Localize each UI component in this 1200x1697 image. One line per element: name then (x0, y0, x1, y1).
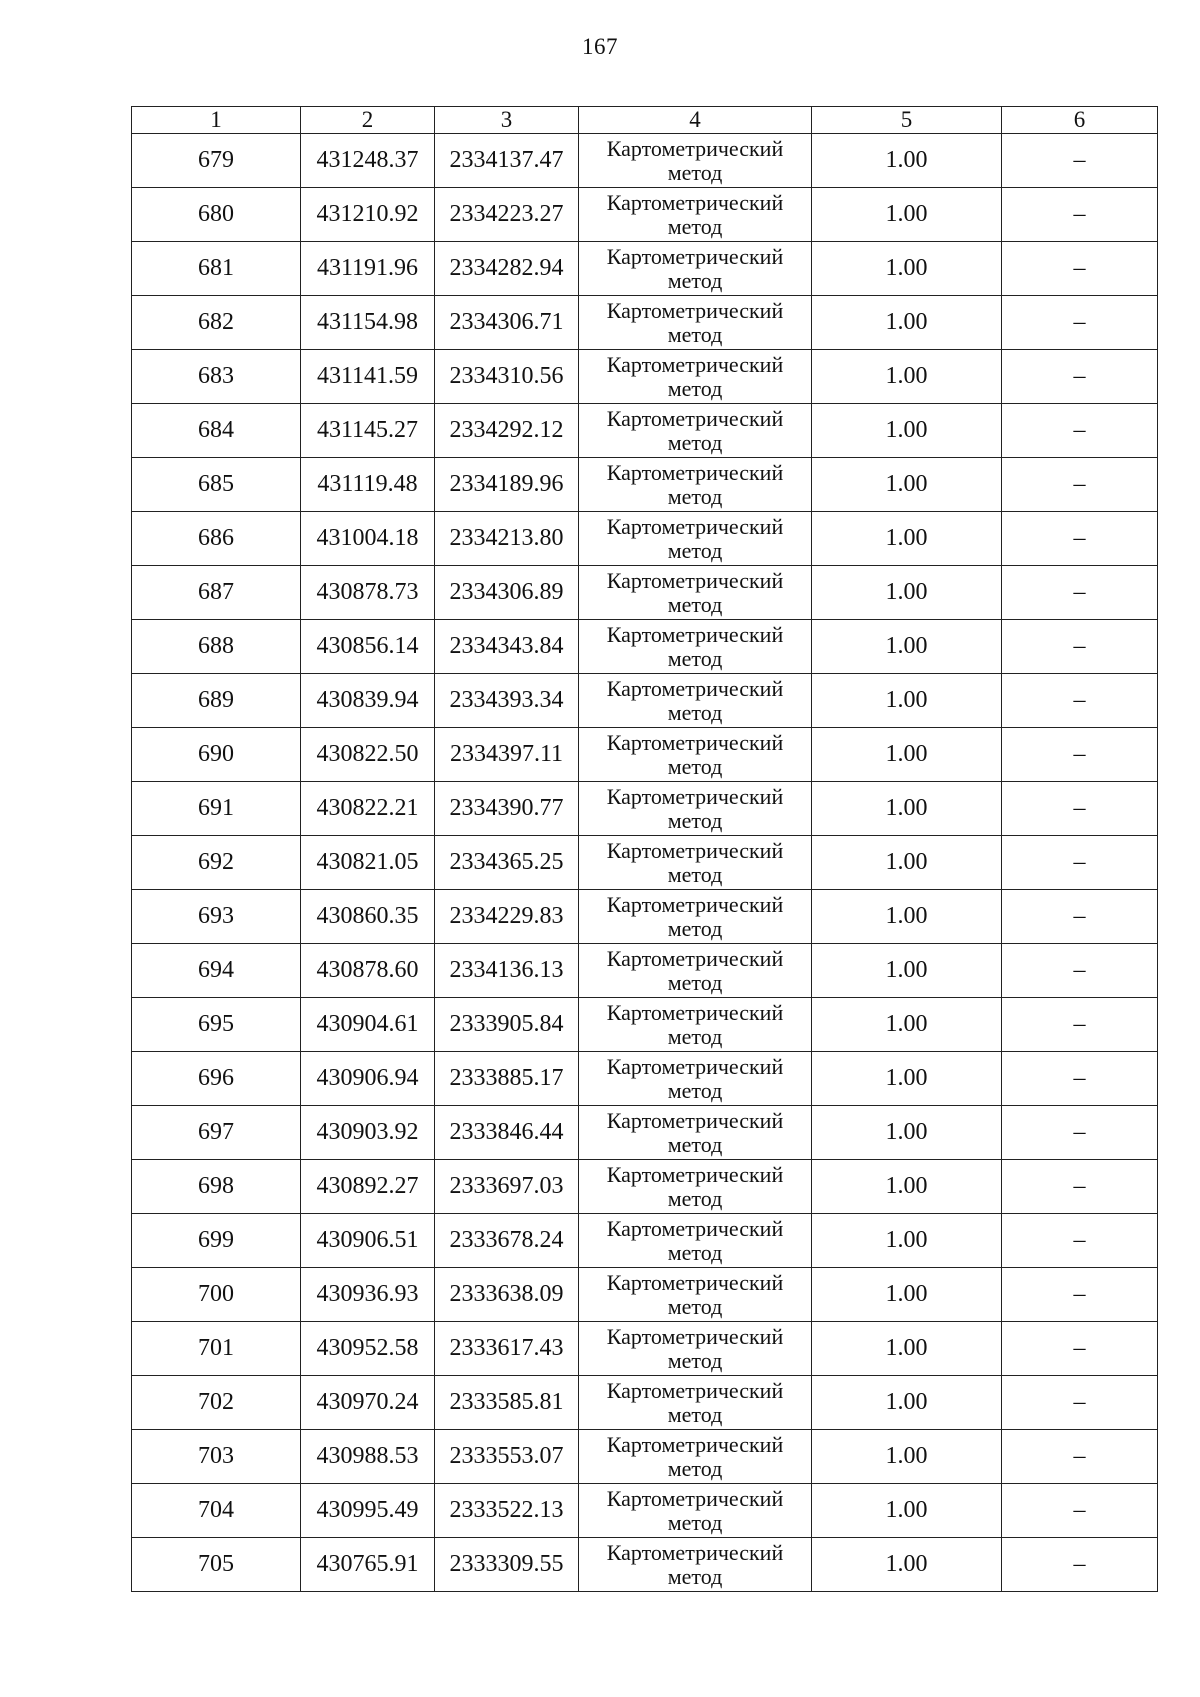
table-row (132, 512, 1158, 566)
note-cell: – (1002, 1052, 1158, 1106)
point-number-cell: 694 (132, 944, 301, 998)
x-coordinate-cell: 430906.51 (301, 1214, 435, 1268)
x-coordinate-cell: 430821.05 (301, 836, 435, 890)
column-header-1: 1 (132, 107, 301, 134)
table-row (132, 1538, 1158, 1592)
method-cell (579, 1268, 812, 1322)
note-cell: – (1002, 296, 1158, 350)
note-cell: – (1002, 1376, 1158, 1430)
note-cell: – (1002, 404, 1158, 458)
table-row (132, 620, 1158, 674)
x-coordinate-cell: 431248.37 (301, 134, 435, 188)
method-line-1: Картометрический (606, 1323, 784, 1349)
y-coordinate-cell: 2333522.13 (435, 1484, 579, 1538)
y-coordinate-cell: 2334365.25 (435, 836, 579, 890)
method-line-2: метод (667, 537, 723, 563)
method-line-2: метод (667, 1077, 723, 1103)
method-line-2: метод (667, 1563, 723, 1589)
method-line-1: Картометрический (606, 459, 784, 485)
point-number-cell: 686 (132, 512, 301, 566)
method-line-2: метод (667, 483, 723, 509)
method-line-1: Картометрический (606, 135, 784, 161)
accuracy-cell: 1.00 (812, 242, 1002, 296)
point-number-cell: 696 (132, 1052, 301, 1106)
y-coordinate-cell: 2334292.12 (435, 404, 579, 458)
x-coordinate-cell: 430904.61 (301, 998, 435, 1052)
method-cell (579, 566, 812, 620)
note-cell: – (1002, 620, 1158, 674)
table-row (132, 134, 1158, 188)
method-line-1: Картометрический (606, 567, 784, 593)
point-number-cell: 688 (132, 620, 301, 674)
method-line-2: метод (667, 699, 723, 725)
method-cell (579, 620, 812, 674)
y-coordinate-cell: 2334390.77 (435, 782, 579, 836)
accuracy-cell: 1.00 (812, 1430, 1002, 1484)
x-coordinate-cell: 430892.27 (301, 1160, 435, 1214)
method-cell (579, 242, 812, 296)
note-cell: – (1002, 1268, 1158, 1322)
x-coordinate-cell: 430765.91 (301, 1538, 435, 1592)
note-cell: – (1002, 998, 1158, 1052)
note-cell: – (1002, 674, 1158, 728)
accuracy-cell: 1.00 (812, 458, 1002, 512)
y-coordinate-cell: 2334393.34 (435, 674, 579, 728)
method-line-1: Картометрический (606, 621, 784, 647)
x-coordinate-cell: 430822.21 (301, 782, 435, 836)
method-line-2: метод (667, 321, 723, 347)
accuracy-cell: 1.00 (812, 1268, 1002, 1322)
accuracy-cell: 1.00 (812, 1484, 1002, 1538)
y-coordinate-cell: 2334137.47 (435, 134, 579, 188)
table-row (132, 1484, 1158, 1538)
note-cell: – (1002, 1160, 1158, 1214)
x-coordinate-cell: 431154.98 (301, 296, 435, 350)
y-coordinate-cell: 2334343.84 (435, 620, 579, 674)
method-line-2: метод (667, 969, 723, 995)
point-number-cell: 684 (132, 404, 301, 458)
method-cell (579, 188, 812, 242)
method-cell (579, 1376, 812, 1430)
method-line-1: Картометрический (606, 837, 784, 863)
accuracy-cell: 1.00 (812, 998, 1002, 1052)
method-cell (579, 1484, 812, 1538)
accuracy-cell: 1.00 (812, 1538, 1002, 1592)
method-line-2: метод (667, 1347, 723, 1373)
method-line-1: Картометрический (606, 243, 784, 269)
table-row (132, 728, 1158, 782)
x-coordinate-cell: 430936.93 (301, 1268, 435, 1322)
method-line-1: Картометрический (606, 1269, 784, 1295)
table-row (132, 1322, 1158, 1376)
page-number: 167 (582, 34, 618, 59)
table-row (132, 1214, 1158, 1268)
point-number-cell: 700 (132, 1268, 301, 1322)
x-coordinate-cell: 430988.53 (301, 1430, 435, 1484)
note-cell: – (1002, 1538, 1158, 1592)
point-number-cell: 695 (132, 998, 301, 1052)
note-cell: – (1002, 1106, 1158, 1160)
note-cell: – (1002, 1214, 1158, 1268)
method-line-1: Картометрический (606, 891, 784, 917)
y-coordinate-cell: 2333697.03 (435, 1160, 579, 1214)
method-line-2: метод (667, 1401, 723, 1427)
method-line-1: Картометрический (606, 297, 784, 323)
method-line-2: метод (667, 807, 723, 833)
method-line-1: Картометрический (606, 945, 784, 971)
point-number-cell: 690 (132, 728, 301, 782)
note-cell: – (1002, 566, 1158, 620)
method-line-2: метод (667, 591, 723, 617)
y-coordinate-cell: 2333553.07 (435, 1430, 579, 1484)
method-cell (579, 1430, 812, 1484)
note-cell: – (1002, 458, 1158, 512)
accuracy-cell: 1.00 (812, 1052, 1002, 1106)
method-line-1: Картометрический (606, 351, 784, 377)
method-cell (579, 1160, 812, 1214)
y-coordinate-cell: 2333617.43 (435, 1322, 579, 1376)
point-number-cell: 699 (132, 1214, 301, 1268)
point-number-cell: 682 (132, 296, 301, 350)
table-row (132, 350, 1158, 404)
accuracy-cell: 1.00 (812, 1160, 1002, 1214)
x-coordinate-cell: 430860.35 (301, 890, 435, 944)
x-coordinate-cell: 430952.58 (301, 1322, 435, 1376)
y-coordinate-cell: 2334310.56 (435, 350, 579, 404)
method-cell (579, 836, 812, 890)
note-cell: – (1002, 188, 1158, 242)
y-coordinate-cell: 2333885.17 (435, 1052, 579, 1106)
method-cell (579, 998, 812, 1052)
x-coordinate-cell: 430878.73 (301, 566, 435, 620)
accuracy-cell: 1.00 (812, 188, 1002, 242)
table-body (132, 134, 1158, 1592)
method-cell (579, 944, 812, 998)
accuracy-cell: 1.00 (812, 728, 1002, 782)
y-coordinate-cell: 2334213.80 (435, 512, 579, 566)
method-line-1: Картометрический (606, 999, 784, 1025)
x-coordinate-cell: 430839.94 (301, 674, 435, 728)
method-line-2: метод (667, 1455, 723, 1481)
x-coordinate-cell: 430906.94 (301, 1052, 435, 1106)
method-cell (579, 296, 812, 350)
accuracy-cell: 1.00 (812, 1106, 1002, 1160)
note-cell: – (1002, 1322, 1158, 1376)
x-coordinate-cell: 430856.14 (301, 620, 435, 674)
column-header-3: 3 (435, 107, 579, 134)
method-line-2: метод (667, 753, 723, 779)
y-coordinate-cell: 2334397.11 (435, 728, 579, 782)
point-number-cell: 685 (132, 458, 301, 512)
point-number-cell: 698 (132, 1160, 301, 1214)
table-row (132, 404, 1158, 458)
point-number-cell: 681 (132, 242, 301, 296)
note-cell: – (1002, 728, 1158, 782)
column-header-2: 2 (301, 107, 435, 134)
method-cell (579, 134, 812, 188)
accuracy-cell: 1.00 (812, 1214, 1002, 1268)
accuracy-cell: 1.00 (812, 836, 1002, 890)
method-cell (579, 782, 812, 836)
table-row (132, 944, 1158, 998)
method-line-2: метод (667, 159, 723, 185)
y-coordinate-cell: 2334282.94 (435, 242, 579, 296)
note-cell: – (1002, 890, 1158, 944)
method-line-1: Картометрический (606, 729, 784, 755)
method-line-2: метод (667, 861, 723, 887)
method-line-1: Картометрический (606, 1107, 784, 1133)
note-cell: – (1002, 242, 1158, 296)
y-coordinate-cell: 2333585.81 (435, 1376, 579, 1430)
table-row (132, 782, 1158, 836)
column-header-6: 6 (1002, 107, 1158, 134)
note-cell: – (1002, 512, 1158, 566)
note-cell: – (1002, 134, 1158, 188)
point-number-cell: 705 (132, 1538, 301, 1592)
y-coordinate-cell: 2333309.55 (435, 1538, 579, 1592)
method-cell (579, 1538, 812, 1592)
y-coordinate-cell: 2334306.71 (435, 296, 579, 350)
accuracy-cell: 1.00 (812, 134, 1002, 188)
method-cell (579, 1214, 812, 1268)
method-line-2: метод (667, 1023, 723, 1049)
point-number-cell: 697 (132, 1106, 301, 1160)
method-line-2: метод (667, 375, 723, 401)
method-cell (579, 728, 812, 782)
x-coordinate-cell: 431141.59 (301, 350, 435, 404)
method-line-2: метод (667, 1293, 723, 1319)
point-number-cell: 702 (132, 1376, 301, 1430)
method-line-2: метод (667, 1185, 723, 1211)
table-row (132, 566, 1158, 620)
method-cell (579, 890, 812, 944)
y-coordinate-cell: 2333638.09 (435, 1268, 579, 1322)
point-number-cell: 683 (132, 350, 301, 404)
method-cell (579, 404, 812, 458)
note-cell: – (1002, 1430, 1158, 1484)
method-line-2: метод (667, 645, 723, 671)
point-number-cell: 679 (132, 134, 301, 188)
accuracy-cell: 1.00 (812, 1376, 1002, 1430)
x-coordinate-cell: 431119.48 (301, 458, 435, 512)
table-row (132, 998, 1158, 1052)
accuracy-cell: 1.00 (812, 350, 1002, 404)
point-number-cell: 691 (132, 782, 301, 836)
table-row (132, 1268, 1158, 1322)
point-number-cell: 704 (132, 1484, 301, 1538)
method-line-1: Картометрический (606, 1161, 784, 1187)
accuracy-cell: 1.00 (812, 674, 1002, 728)
method-line-2: метод (667, 1239, 723, 1265)
table-row (132, 1160, 1158, 1214)
y-coordinate-cell: 2334189.96 (435, 458, 579, 512)
y-coordinate-cell: 2334223.27 (435, 188, 579, 242)
x-coordinate-cell: 430822.50 (301, 728, 435, 782)
method-line-1: Картометрический (606, 1485, 784, 1511)
x-coordinate-cell: 431004.18 (301, 512, 435, 566)
method-line-1: Картометрический (606, 1539, 784, 1565)
method-line-1: Картометрический (606, 1431, 784, 1457)
method-line-1: Картометрический (606, 675, 784, 701)
note-cell: – (1002, 944, 1158, 998)
x-coordinate-cell: 430878.60 (301, 944, 435, 998)
header-row (132, 107, 1158, 134)
method-line-2: метод (667, 429, 723, 455)
note-cell: – (1002, 836, 1158, 890)
method-line-1: Картометрический (606, 513, 784, 539)
table-row (132, 836, 1158, 890)
x-coordinate-cell: 431210.92 (301, 188, 435, 242)
point-number-cell: 703 (132, 1430, 301, 1484)
method-line-1: Картометрический (606, 405, 784, 431)
method-line-1: Картометрический (606, 1053, 784, 1079)
table-row (132, 1052, 1158, 1106)
table-row (132, 1106, 1158, 1160)
point-number-cell: 687 (132, 566, 301, 620)
y-coordinate-cell: 2333905.84 (435, 998, 579, 1052)
table-row (132, 674, 1158, 728)
x-coordinate-cell: 430970.24 (301, 1376, 435, 1430)
method-cell (579, 1106, 812, 1160)
column-header-4: 4 (579, 107, 812, 134)
y-coordinate-cell: 2333678.24 (435, 1214, 579, 1268)
point-number-cell: 692 (132, 836, 301, 890)
accuracy-cell: 1.00 (812, 782, 1002, 836)
accuracy-cell: 1.00 (812, 404, 1002, 458)
accuracy-cell: 1.00 (812, 890, 1002, 944)
table-row (132, 188, 1158, 242)
method-cell (579, 458, 812, 512)
point-number-cell: 701 (132, 1322, 301, 1376)
method-cell (579, 1322, 812, 1376)
method-line-2: метод (667, 213, 723, 239)
method-line-2: метод (667, 267, 723, 293)
accuracy-cell: 1.00 (812, 944, 1002, 998)
accuracy-cell: 1.00 (812, 512, 1002, 566)
method-line-2: метод (667, 915, 723, 941)
accuracy-cell: 1.00 (812, 566, 1002, 620)
x-coordinate-cell: 431145.27 (301, 404, 435, 458)
table-row (132, 458, 1158, 512)
method-line-1: Картометрический (606, 783, 784, 809)
y-coordinate-cell: 2333846.44 (435, 1106, 579, 1160)
method-line-2: метод (667, 1131, 723, 1157)
x-coordinate-cell: 431191.96 (301, 242, 435, 296)
accuracy-cell: 1.00 (812, 620, 1002, 674)
point-number-cell: 680 (132, 188, 301, 242)
y-coordinate-cell: 2334306.89 (435, 566, 579, 620)
y-coordinate-cell: 2334136.13 (435, 944, 579, 998)
note-cell: – (1002, 350, 1158, 404)
table-row (132, 1376, 1158, 1430)
note-cell: – (1002, 782, 1158, 836)
method-cell (579, 1052, 812, 1106)
method-line-1: Картометрический (606, 1377, 784, 1403)
coordinates-table (131, 106, 1158, 1592)
point-number-cell: 689 (132, 674, 301, 728)
table-row (132, 296, 1158, 350)
table-row (132, 242, 1158, 296)
y-coordinate-cell: 2334229.83 (435, 890, 579, 944)
table-row (132, 1430, 1158, 1484)
table-row (132, 890, 1158, 944)
method-line-2: метод (667, 1509, 723, 1535)
method-line-1: Картометрический (606, 1215, 784, 1241)
method-line-1: Картометрический (606, 189, 784, 215)
column-header-5: 5 (812, 107, 1002, 134)
method-cell (579, 512, 812, 566)
accuracy-cell: 1.00 (812, 296, 1002, 350)
x-coordinate-cell: 430903.92 (301, 1106, 435, 1160)
x-coordinate-cell: 430995.49 (301, 1484, 435, 1538)
method-cell (579, 350, 812, 404)
point-number-cell: 693 (132, 890, 301, 944)
note-cell: – (1002, 1484, 1158, 1538)
method-cell (579, 674, 812, 728)
accuracy-cell: 1.00 (812, 1322, 1002, 1376)
